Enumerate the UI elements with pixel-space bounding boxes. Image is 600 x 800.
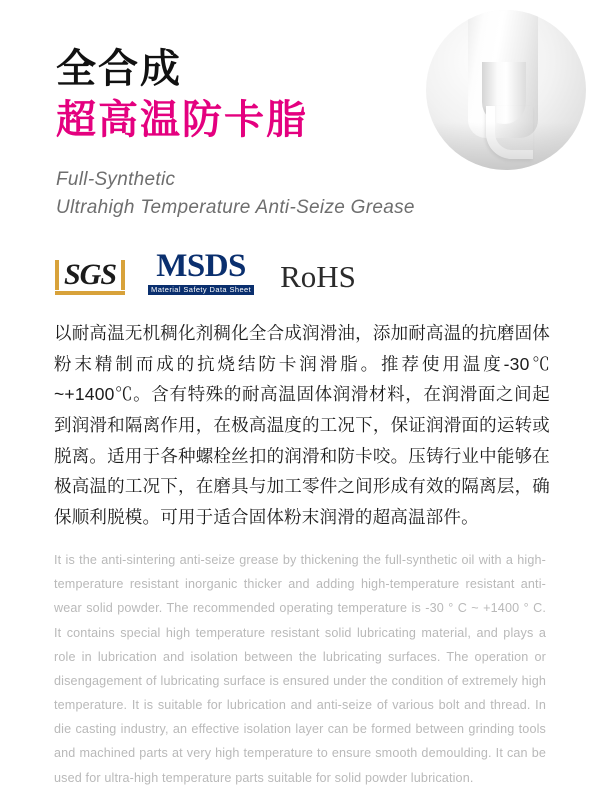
product-photo [426,10,586,170]
rohs-logo: RoHS [280,258,356,294]
sgs-underline-icon [55,291,125,295]
product-title-en-line2: Ultrahigh Temperature Anti-Seize Grease [56,196,415,218]
sgs-logo [58,257,122,295]
sgs-bar-right-icon [121,260,125,290]
product-title-en [56,166,436,221]
msds-sublabel: Material Safety Data Sheet [148,285,254,295]
product-title-cn-primary: 全合成 [56,47,182,91]
certification-logos [58,250,356,295]
photo-shadow [426,122,586,170]
msds-label: MSDS [156,248,246,284]
description-english: It is the anti-sintering anti-seize grease by thickening the full-synthetic oil with a high-temperature resistant inorganic thicker and adding high-temperature resistant anti-wear solid powder. The recommended operating temperature is -30 ° C ~ +1400 ° C. It contains special high temperature resistant solid lubricating material, and plays a role in lubrication and isolation between the lubricating surfaces. The operation or disengagement of lubricating surface is ensured under the condition of extremely high temperature. It is suitable for lubrication and anti-seize of various bolt and thread. In die casting industry, an effective isolation layer can be formed between grinding tools and machined parts at very high temperature to ensure smooth demoulding. It can be used for ultra-high temperature parts suitable for solid powder lubrication. [54,553,546,785]
sgs-label: SGS [64,257,117,291]
product-title-en-line1: Full-Synthetic [56,169,176,191]
description-chinese: 以耐高温无机稠化剂稠化全合成润滑油，添加耐高温的抗磨固体粉末精制而成的抗烧结防卡润滑脂。推荐使用温度-30℃ ~+1400℃。含有特殊的耐高温固体润滑材料，在润滑面之间起到润滑和隔离作用，在极高温度的工况下，保证润滑面的运转或脱离。适用于各种螺栓丝扣的润滑和防卡咬。压铸行业中能够在极高温的工况下，在磨具与加工零件之间形成有效的隔离层，确保顺利脱模。可用于适合固体粉末润滑的超高温部件。 [54,323,550,527]
title-block [56,46,436,221]
msds-logo [148,250,254,295]
sgs-bar-left-icon [55,260,59,290]
product-title-cn-secondary: 超高温防卡脂 [56,98,308,143]
